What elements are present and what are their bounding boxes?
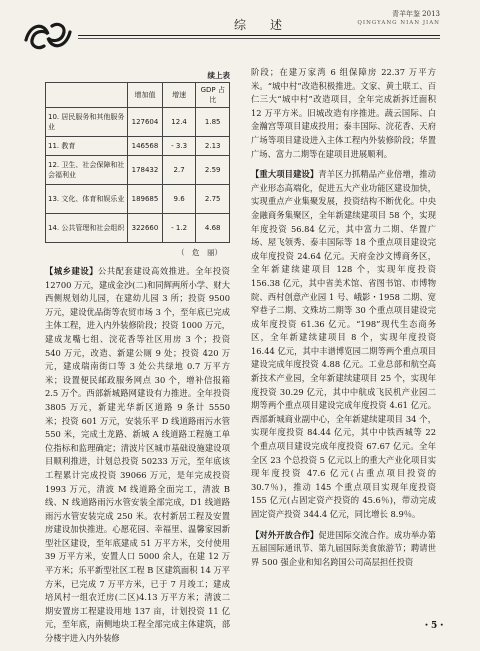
section-heading: 【城乡建设】	[45, 266, 99, 276]
table-header-cell: 增速	[162, 83, 196, 108]
row-label: 10. 居民服务和其他服务业	[46, 108, 128, 137]
header-rule	[78, 35, 440, 36]
row-growth: 12.4	[162, 108, 196, 137]
row-growth: 2.7	[162, 156, 196, 185]
row-growth: - 3.3	[162, 137, 196, 156]
gdp-table	[45, 82, 230, 243]
row-value: 322660	[128, 214, 163, 243]
table-header-cell: 增加值	[128, 83, 163, 108]
left-column	[45, 70, 230, 646]
paragraph-text: 促进国际交流合作。成功举办第五届国际通讯节、第九届国际美食旅游节；聘请世界 500 强企业和知名跨国公司高层担任投资	[251, 529, 436, 567]
row-value: 146568	[128, 137, 163, 156]
row-value: 189685	[128, 185, 163, 214]
row-growth: 9.6	[162, 185, 196, 214]
article-paragraph	[45, 265, 230, 646]
right-column	[251, 66, 436, 569]
row-value: 127604	[128, 108, 163, 137]
yearbook-pinyin: QINGYANG NIAN JIAN	[357, 20, 440, 26]
table-author-note: （ 危 丽）	[177, 248, 222, 257]
section-heading: 【对外开放合作】	[251, 529, 319, 540]
row-share: 2.75	[196, 185, 230, 214]
table-continued-caption: 续上表	[207, 71, 230, 80]
header-rule-thin	[78, 38, 440, 39]
table-header-cell: GDP 占比	[196, 83, 230, 108]
page-number: ・5・	[422, 621, 447, 631]
row-value: 178432	[128, 156, 163, 185]
table-header-cell	[46, 83, 128, 108]
row-label: 12. 卫生、社会保障和社会福利业	[46, 156, 128, 185]
table-row	[46, 185, 230, 214]
table-row	[46, 108, 230, 137]
table-row	[46, 137, 230, 156]
yearbook-logo-icon	[22, 18, 74, 54]
yearbook-title: 青羊年鉴 2013	[391, 10, 440, 18]
table-row	[46, 214, 230, 243]
page-header	[0, 0, 480, 64]
article-paragraph	[251, 168, 436, 521]
paragraph-text: 青羊区力抓精品产业倍增，推动产业形态高端化，促进五大产业功能区建设加快，实现重点产业集聚发展，投资结构不断优化。中央金融商务集聚区，全年新建续建项目 58 个，实现年度投资 56.84 亿元，其中富力二期、华置广场、屋飞领秀、泰丰国际等 18 个重点项目建设完成年度投资 24.64 亿元。天府金沙文博商务区，全年新建续建项目 128 个，实现年度投资 156.38 亿元，其中省美术馆、省图书馆、市博物院、西村创意产业园 1 号、峨影・1958 二期、宽窄巷子二期、文殊坊二期等 30 个重点项目建设完成年度投资 61.36 亿元。“198”现代生态商务区，全年新建续建项目 8 个，实现年度投资 16.44 亿元，其中丰谱博览园二期等两个重点项目建设完成年度投资 4.88 亿元。工业总部和航空高新技术产业园，全年新建续建项目 25 个，实现年度投资 30.29 亿元，其中中航成飞民机产业园二期等两个重点项目建设完成年度投资 4.61 亿元。西部新城商业副中心，全年新建续建项目 34 个，实现年度投资 84.44 亿元，其中中铁西城等 22 个重点项目建设完成年度投资 67.67 亿元。全年全区 23 个总投资 5 亿元以上的重大产业化项目实现年度投资 47.6 亿元(占重点项目投资的 30.7％)，推动 145 个重点项目实现年度投资 155 亿元(占固定资产投资的 45.6％)，带动完成固定资产投资 344.4 亿元，同比增长 8.9％。	[251, 169, 436, 519]
row-label: 14. 公共管理和社会组织	[46, 214, 128, 243]
table-header-row	[46, 83, 230, 108]
table-row	[46, 156, 230, 185]
section-heading: 【重大项目建设】	[251, 169, 319, 180]
row-share: 1.85	[196, 108, 230, 137]
paragraph-text: 阶段；在建万家湾 6 组保障房 22.37 万平方米。“城中村”改造积极推进。文家、黄土联工、百仁三大“城中村”改造项目，全年完成新拆迁面积 12 万平方米。旧城改造有序推进。蔬云国际、白金瀚宫等项目建成投用；泰丰国际、浣花香、天府广场等项目建设进入主体工程内外装修阶段；华置广场、富力二期等在建项目进展顺利。	[251, 67, 436, 159]
paragraph-text: 公共配套建设高效推进。全年投资 12700 万元，建成金沙(二)和同辉两所小学、财大西侧规划幼儿园，在建幼儿园 3 所；投资 9500 万元，建设优品街等农贸市场 3 个，至年底已完成主体工程，进入内外装修阶段；投资 1000 万元，建成龙嘴七组、浣花香等社区用房 3 个；投资 540 万元，改造、新建公厕 9 处；投资 420 万元，建成瑞南街口等 3 处公共绿地 0.7 万平方米；设置便民邮政服务网点 30 个，增补信报箱 2.5 万个。西部新城路网建设有力推进。全年投资 3805 万元，新建光华新区道路 9 条计 5550 米；投资 601 万元，安装乐平 D 线道路雨污水管 550 米，完成土龙路、新城 A 线道路工程施工单位指标和监理确定；清波片区城市基础设施建设项目顺利推进，计划总投资 50233 万元，至年底该工程累计完成投资 39066 万元，是年完成投资 1993 万元，清波 M 线道路全面完工，清波 B 线、N 线道路雨污水管安装全部完成，D1 线道路雨污水管安装完成 250 米。农村新居工程及安置房建设加快推进。心愿花园、幸福里、温馨家园新型社区建设，至年底建成 51 万平方米，交付使用 39 万平方米，安置人口 5000 余人，在建 12 万平方米；乐平新型社区工程 B 区建筑面积 14 万平方米，已完成 7 万平方米，已于 7 月竣工；建成培风村一组农迁房(二区)4.13 万平方米；清波二期安置房工程建设用地 137 亩，计划投资 11 亿元，至年底，南侧地块工程全部完成主体建筑，部分楼宇进入内外装修	[45, 266, 230, 644]
row-share: 4.68	[196, 214, 230, 243]
row-share: 2.59	[196, 156, 230, 185]
row-growth: - 1.2	[162, 214, 196, 243]
section-title: 综 述	[234, 18, 289, 32]
article-paragraph	[251, 529, 436, 570]
row-label: 11. 教育	[46, 137, 128, 156]
row-label: 13. 文化、体育和娱乐业	[46, 185, 128, 214]
article-paragraph	[251, 66, 436, 161]
yearbook-name	[357, 10, 440, 28]
row-share: 2.13	[196, 137, 230, 156]
